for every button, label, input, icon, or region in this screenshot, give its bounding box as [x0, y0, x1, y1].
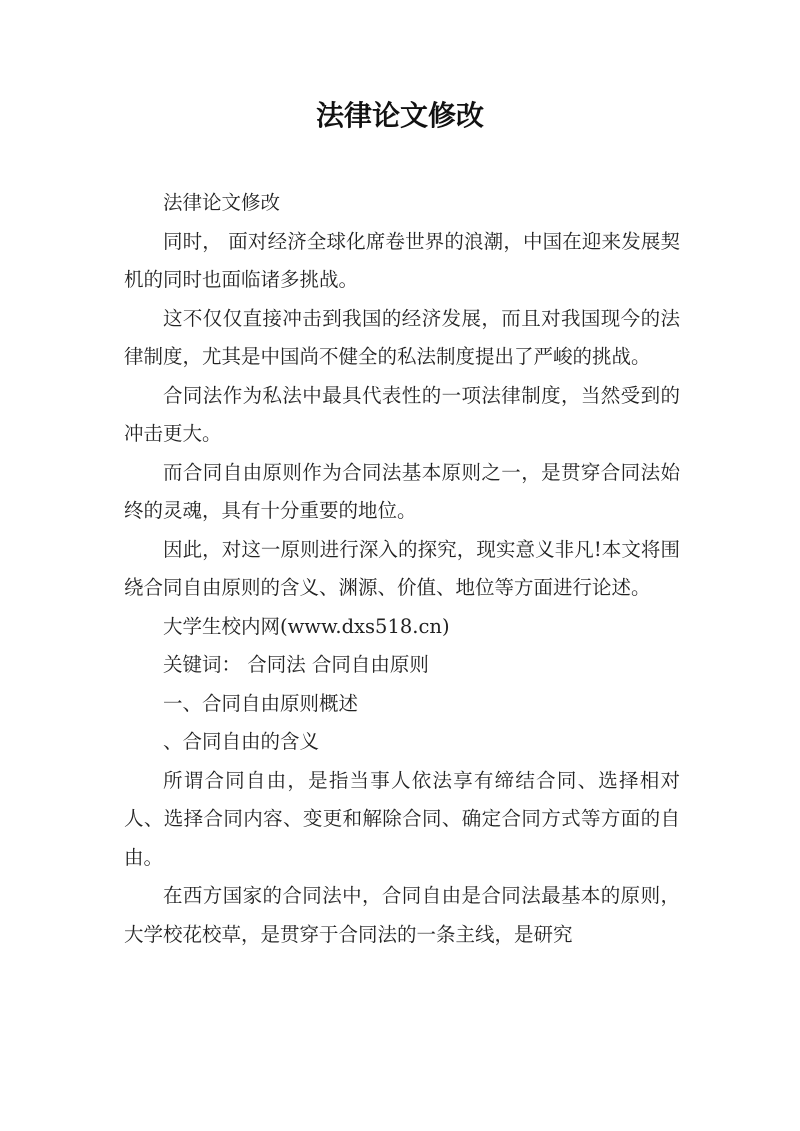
subsection-heading: 、合同自由的含义 [163, 730, 320, 753]
source-line: 大学生校内网(www.dxs518.cn) [163, 614, 450, 638]
document-title: 法律论文修改 [315, 99, 484, 132]
keywords-line: 关键词： 合同法 合同自由原则 [163, 653, 429, 676]
paragraph: 合同法作为私法中最具代表性的一项法律制度，当然受到的冲击更大。 [124, 383, 680, 445]
section-heading: 一、合同自由原则概述 [163, 691, 359, 715]
paragraph: 这不仅仅直接冲击到我国的经济发展，而且对我国现今的法律制度，尤其是中国尚不健全的私法制度提出了严峻的挑战。 [124, 306, 680, 368]
paragraph: 因此，对这一原则进行深入的探究，现实意义非凡!本文将围绕合同自由原则的含义、渊源、价值、地位等方面进行论述。 [124, 537, 680, 599]
paragraph: 而合同自由原则作为合同法基本原则之一，是贯穿合同法始终的灵魂，具有十分重要的地位。 [124, 460, 680, 522]
document-body [124, 184, 680, 954]
paragraph: 所谓合同自由，是指当事人依法享有缔结合同、选择相对人、选择合同内容、变更和解除合同、确定合同方式等方面的自由。 [124, 768, 680, 869]
paragraph-heading-repeat: 法律论文修改 [163, 191, 281, 214]
paragraph: 在西方国家的合同法中，合同自由是合同法最基本的原则， 大学校花校草，是贯穿于合同法的一条主线，是研究 [124, 884, 680, 946]
paragraph: 同时， 面对经济全球化席卷世界的浪潮，中国在迎来发展契机的同时也面临诸多挑战。 [124, 229, 680, 291]
